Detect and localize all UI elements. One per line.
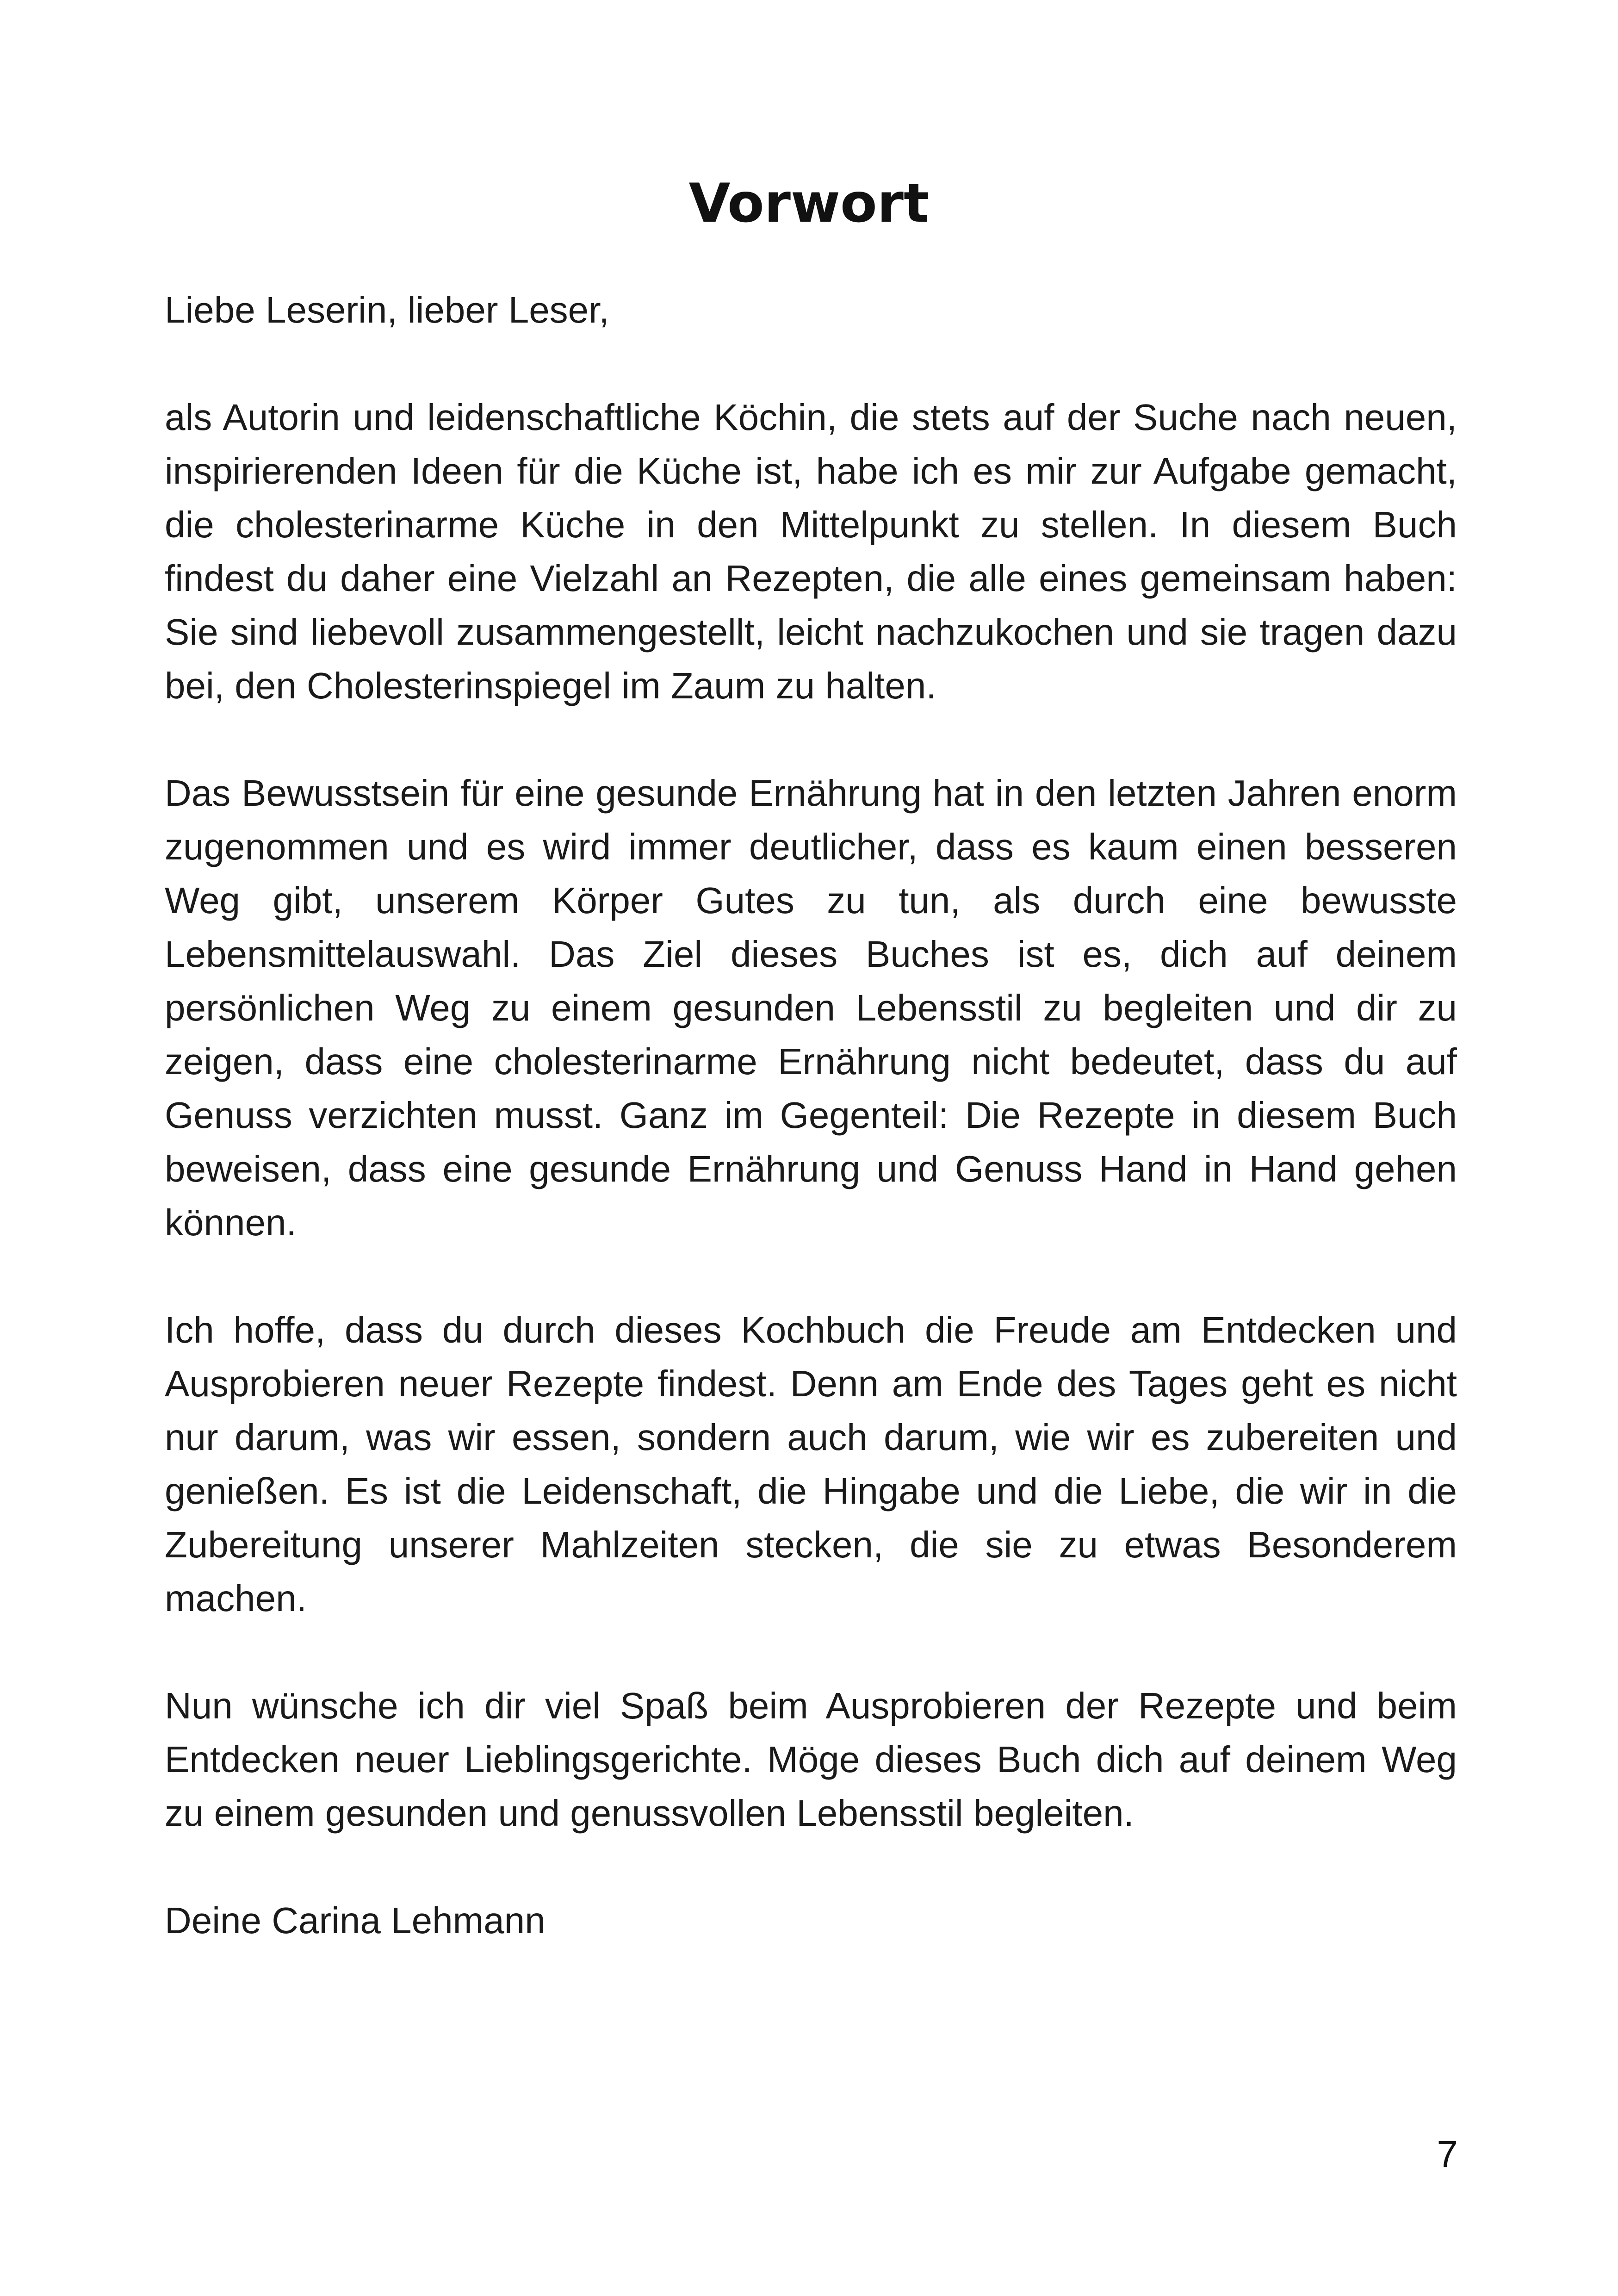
page-number: 7 xyxy=(1437,2133,1458,2175)
signature: Deine Carina Lehmann xyxy=(165,1900,546,1941)
paragraph-wishes: Nun wünsche ich dir viel Spaß beim Ausprobieren der Rezepte und beim Entdecken neuer Lieblingsgerichte. Möge dieses Buch dich auf deinem Weg zu einem gesunden und genussvollen Lebensstil begleiten. xyxy=(165,1685,1457,1834)
paragraph-intro: als Autorin und leidenschaftliche Köchin, die stets auf der Suche nach neuen, inspirierenden Ideen für die Küche ist, habe ich es mir zur Aufgabe gemacht, die cholesterinarme Küche in den Mittelpunkt zu stellen. In diesem Buch findest du daher eine Vielzahl an Rezepten, die alle eines gemeinsam haben: Sie sind liebevoll zusammengestellt, leicht nachzukochen und sie tragen dazu bei, den Cholesterinspiegel im Zaum zu halten. xyxy=(165,397,1457,706)
paragraph-awareness: Das Bewusstsein für eine gesunde Ernährung hat in den letzten Jahren enorm zugenommen und es wird immer deutlicher, dass es kaum einen besseren Weg gibt, unserem Körper Gutes zu tun, als durch eine bewusste Lebensmittelauswahl. Das Ziel dieses Buches ist es, dich auf deinem persönlichen Weg zu einem gesunden Lebensstil zu begleiten und dir zu zeigen, dass eine cholesterinarme Ernährung nicht bedeutet, dass du auf Genuss verzichten musst. Ganz im Gegenteil: Die Rezepte in diesem Buch beweisen, dass eine gesunde Ernährung und Genuss Hand in Hand gehen können. xyxy=(165,772,1457,1243)
foreword-body xyxy=(165,283,1457,2001)
salutation: Liebe Leserin, lieber Leser, xyxy=(165,289,609,330)
page-title: Vorwort xyxy=(688,172,930,235)
paragraph-hope: Ich hoffe, dass du durch dieses Kochbuch die Freude am Entdecken und Ausprobieren neuer Rezepte findest. Denn am Ende des Tages geht es nicht nur darum, was wir essen, sondern auch darum, wie wir es zubereiten und genießen. Es ist die Leidenschaft, die Hingabe und die Liebe, die wir in die Zubereitung unserer Mahlzeiten stecken, die sie zu etwas Besonderem machen. xyxy=(165,1309,1457,1619)
